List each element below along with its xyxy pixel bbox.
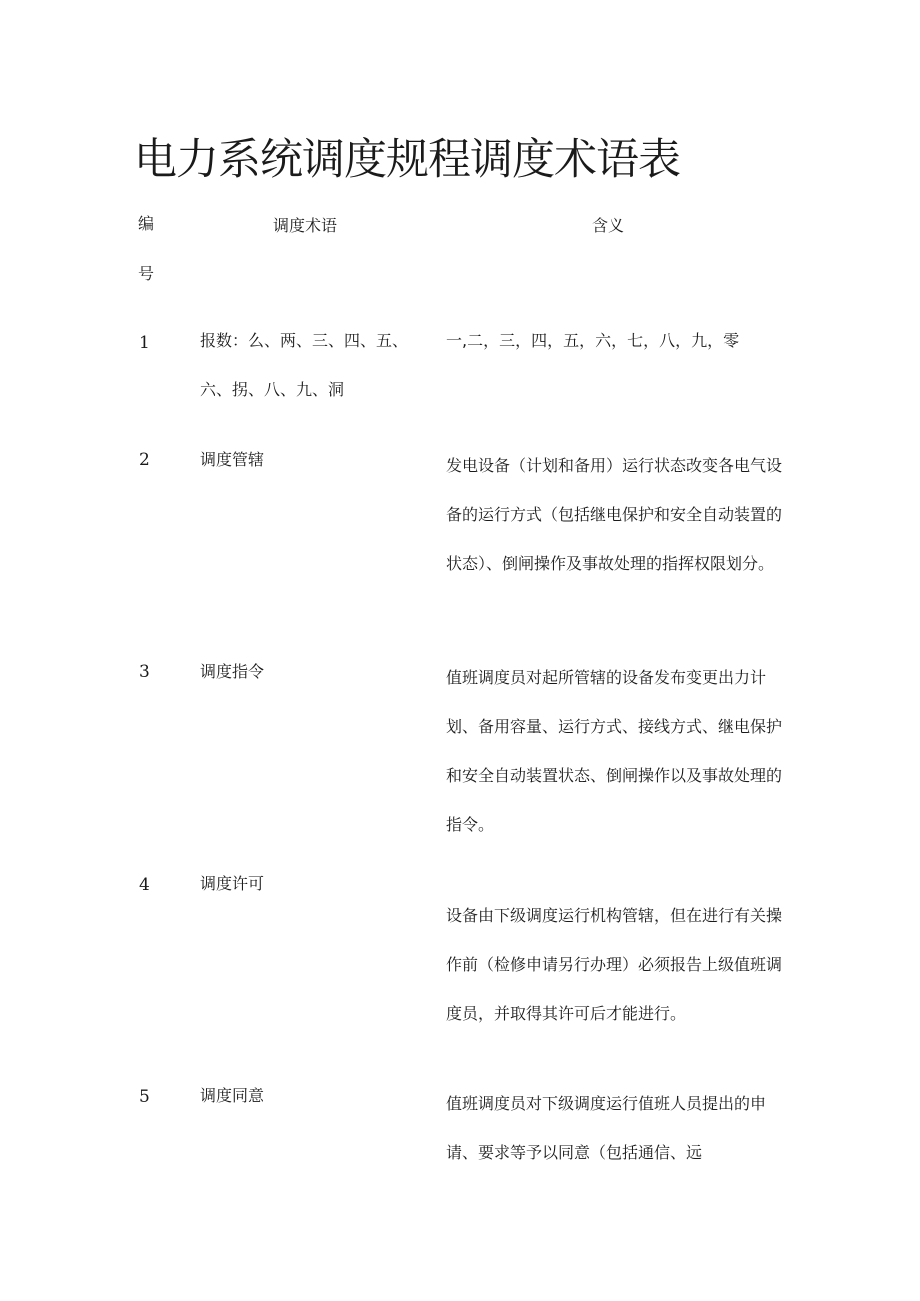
header-num-line1: 编 <box>138 214 155 233</box>
row-number: 4 <box>139 875 150 895</box>
row-meaning: 发电设备（计划和备用）运行状态改变各电气设备的运行方式（包括继电保护和安全自动装置的状态）、倒闸操作及事故处理的指挥权限划分。 <box>446 456 783 573</box>
row-number: 1 <box>139 333 150 353</box>
header-meaning: 含义 <box>592 216 625 235</box>
row-term: 调度管辖 <box>200 450 265 469</box>
row-term: 报数：么、两、三、四、五、六、拐、八、九、洞 <box>200 331 409 399</box>
row-number: 3 <box>139 662 150 682</box>
row-term: 调度指令 <box>200 662 265 681</box>
header-num-line2: 号 <box>138 264 155 283</box>
row-number: 2 <box>139 450 150 470</box>
row-meaning: 值班调度员对下级调度运行值班人员提出的申请、要求等予以同意（包括通信、远 <box>446 1094 767 1162</box>
row-number: 5 <box>139 1087 150 1107</box>
header-term: 调度术语 <box>273 216 338 235</box>
row-meaning: 值班调度员对起所管辖的设备发布变更出力计划、备用容量、运行方式、接线方式、继电保护和安全自动装置状态、倒闸操作以及事故处理的指令。 <box>446 668 783 834</box>
row-meaning: 一,二，三，四，五，六，七，八，九，零 <box>446 331 740 350</box>
row-term: 调度同意 <box>200 1086 265 1105</box>
row-term: 调度许可 <box>200 874 265 893</box>
page-title: 电力系统调度规程调度术语表 <box>134 135 680 185</box>
row-meaning: 设备由下级调度运行机构管辖，但在进行有关操作前（检修申请另行办理）必须报告上级值班调度员，并取得其许可后才能进行。 <box>446 906 783 1023</box>
